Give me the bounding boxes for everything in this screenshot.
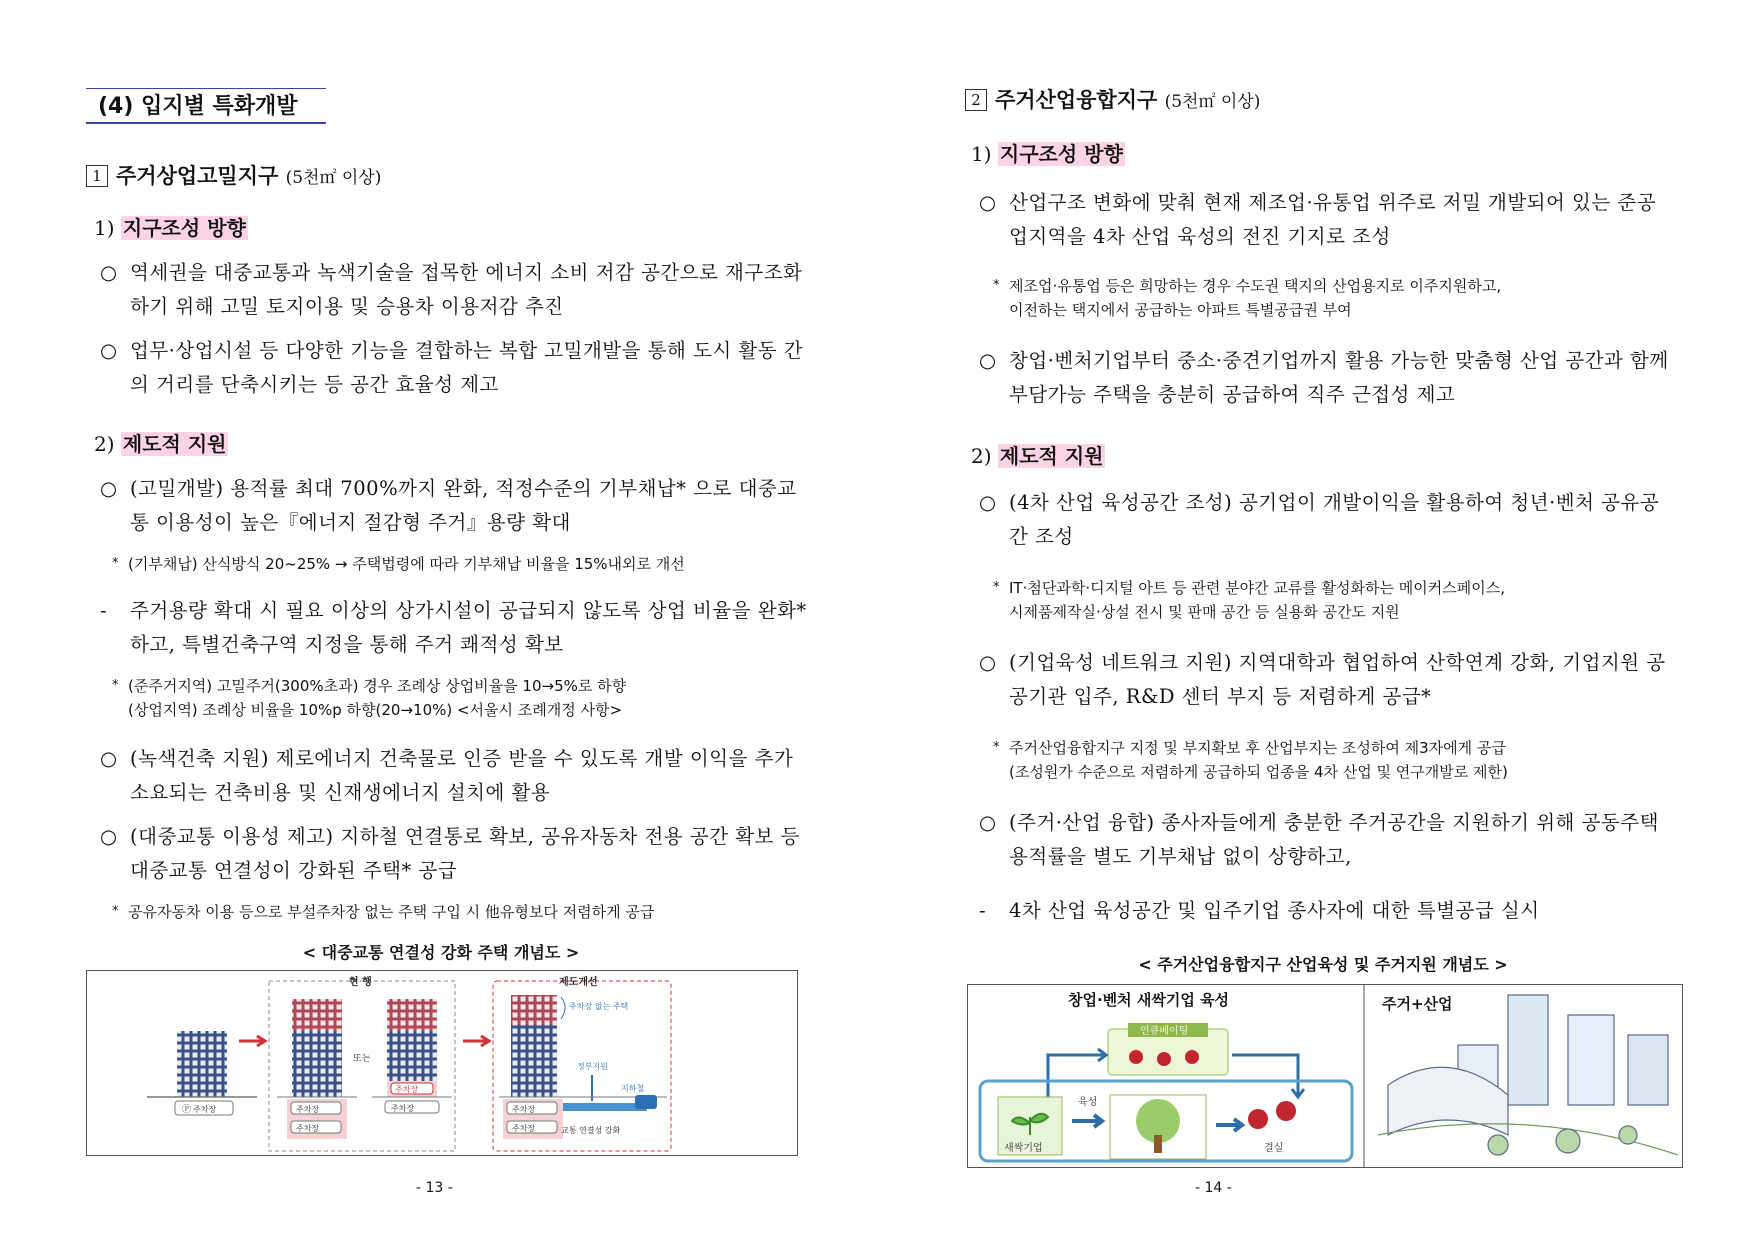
svg-text:Ⓟ: Ⓟ bbox=[182, 1105, 192, 1115]
section-heading-1 bbox=[86, 160, 381, 190]
paragraph-1: ○ 산업구조 변화에 맞춰 현재 제조업·유통업 위주로 저밀 개발되어 있는 준공업지역을 4차 산업 육성의 전진 기지로 조성 bbox=[979, 191, 1657, 248]
note-3: * 공유자동차 이용 등으로 부설주차장 없는 주택 구입 시 他유형보다 저렴하게 공급 bbox=[112, 903, 655, 921]
section-heading-2 bbox=[965, 84, 1260, 114]
section-size: (5천㎡ 이상) bbox=[285, 168, 382, 188]
subheading-text: 지구조성 방향 bbox=[999, 142, 1123, 166]
or-label: 또는 bbox=[353, 1054, 371, 1064]
paragraph-1: ○ 역세권을 대중교통과 녹색기술을 접목한 에너지 소비 저감 공간으로 재구조화하기 위해 고밀 토지이용 및 승용차 이용저감 추진 bbox=[100, 261, 803, 318]
subheading-text: 지구조성 방향 bbox=[122, 216, 246, 240]
subheading-support bbox=[94, 428, 228, 457]
section-number: 1 bbox=[86, 165, 108, 187]
building-icon bbox=[511, 995, 557, 1025]
gov-support-label: 정부지원 bbox=[577, 1062, 608, 1071]
building-icon bbox=[292, 1031, 342, 1097]
svg-text:주차장: 주차장 bbox=[296, 1124, 320, 1133]
subheading-number: 1) bbox=[94, 216, 115, 240]
paragraph-2: ○ 업무·상업시설 등 다양한 기능을 결합하는 복합 고밀개발을 통해 도시 활동 간의 거리를 단축시키는 등 공간 효율성 제고 bbox=[100, 339, 804, 396]
building-icon bbox=[511, 1025, 557, 1097]
paragraph-4: - 주거용량 확대 시 필요 이상의 상가시설이 공급되지 않도록 상업 비율을 완화*하고, 특별건축구역 지정을 통해 주거 쾌적성 확보 bbox=[100, 599, 807, 656]
current-label: 현 행 bbox=[349, 977, 372, 988]
svg-text:주차장: 주차장 bbox=[296, 1105, 320, 1114]
building-icon bbox=[387, 1031, 437, 1081]
paragraph-6: - 4차 산업 육성공간 및 입주기업 종사자에 대한 특별공급 실시 bbox=[979, 899, 1540, 922]
subway-label: 지하철 bbox=[621, 1084, 645, 1093]
building-icon bbox=[387, 999, 437, 1031]
page-number: - 13 - bbox=[416, 1180, 453, 1196]
subheading-number: 2) bbox=[94, 432, 115, 456]
fruit-label: 결실 bbox=[1264, 1143, 1284, 1154]
note-2: * IT·첨단과학·디지털 아트 등 관련 분야간 교류를 활성화하는 메이커스페이스, 시제품제작실·상설 전시 및 판매 공간 등 실용화 공간도 지원 bbox=[993, 579, 1505, 621]
building-icon bbox=[177, 1031, 227, 1097]
growth-label: 육성 bbox=[1078, 1097, 1098, 1108]
paragraph-3: ○ (고밀개발) 용적률 최대 700%까지 완화, 적정수준의 기부채납* 으로 대중교통 이용성이 높은『에너지 절감형 주거』용량 확대 bbox=[100, 477, 797, 534]
parking-label: 주차장 bbox=[193, 1105, 217, 1114]
subheading-number: 2) bbox=[971, 444, 992, 468]
section-number: 2 bbox=[965, 89, 987, 111]
page-right bbox=[877, 0, 1754, 1240]
incubating-label: 인큐베이팅 bbox=[1140, 1026, 1189, 1037]
figure-industry-housing bbox=[967, 984, 1683, 1168]
figure-diagram bbox=[968, 985, 1682, 1167]
svg-text:주차장: 주차장 bbox=[395, 1085, 419, 1094]
section-title: (4) 입지별 특화개발 bbox=[86, 88, 326, 124]
figure-title: < 주거산업융합지구 산업육성 및 주거지원 개념도 > bbox=[1138, 955, 1508, 974]
transit-link-label: 교통 연결성 강화 bbox=[561, 1126, 621, 1135]
section-heading-text: 주거상업고밀지구 bbox=[116, 163, 279, 188]
section-size: (5천㎡ 이상) bbox=[1164, 92, 1261, 112]
subheading-number: 1) bbox=[971, 142, 992, 166]
svg-text:주차장: 주차장 bbox=[512, 1124, 536, 1133]
subheading-direction bbox=[971, 138, 1125, 167]
city-sketch bbox=[1378, 995, 1678, 1155]
arrow-icon bbox=[1216, 1119, 1242, 1131]
note-3: * 주거산업융합지구 지정 및 부지확보 후 산업부지는 조성하여 제3자에게 공급 (조성원가 수준으로 저렴하게 공급하되 업종을 4차 산업 및 연구개발로 제한) bbox=[993, 739, 1508, 781]
paragraph-5: ○ (주거·산업 융합) 종사자들에게 충분한 주거공간을 지원하기 위해 공동주택 용적률을 별도 기부채납 없이 상향하고, bbox=[979, 811, 1659, 868]
no-parking-house-label: 주차장 없는 주택 bbox=[569, 1002, 629, 1011]
note-1: * (기부채납) 산식방식 20~25% → 주택법령에 따라 기부채납 비율을 15%내외로 개선 bbox=[112, 555, 685, 573]
left-figure-title: 창업·벤처 새싹기업 육성 bbox=[1068, 991, 1230, 1009]
subheading-text: 제도적 지원 bbox=[999, 444, 1104, 468]
sprout-label: 새싹기업 bbox=[1004, 1143, 1043, 1154]
note-2: * (준주거지역) 고밀주거(300%초과) 경우 조례상 상업비율을 10→5%로 하향 (상업지역) 조례상 비율을 10%p 하향(20→10%) <서울시 조례개정 사항> bbox=[112, 677, 627, 719]
paragraph-5: ○ (녹색건축 지원) 제로에너지 건축물로 인증 받을 수 있도록 개발 이익을 추가 소요되는 건축비용 및 신재생에너지 설치에 활용 bbox=[100, 747, 794, 804]
right-figure-title: 주거+산업 bbox=[1382, 995, 1453, 1013]
subheading-support bbox=[971, 440, 1105, 469]
paragraph-6: ○ (대중교통 이용성 제고) 지하철 연결통로 확보, 공유자동차 전용 공간 확보 등 대중교통 연결성이 강화된 주택* 공급 bbox=[100, 825, 801, 882]
page-number: - 14 - bbox=[1195, 1180, 1232, 1196]
arrow-icon bbox=[1072, 1115, 1102, 1127]
building-icon bbox=[292, 999, 342, 1031]
figure-diagram bbox=[87, 971, 797, 1155]
svg-text:주차장: 주차장 bbox=[512, 1105, 536, 1114]
subheading-text: 제도적 지원 bbox=[122, 432, 227, 456]
svg-text:주차장: 주차장 bbox=[391, 1104, 415, 1113]
figure-title: < 대중교통 연결성 강화 주택 개념도 > bbox=[302, 943, 580, 962]
figure-transit-housing bbox=[86, 970, 798, 1156]
note-1: * 제조업·유통업 등은 희망하는 경우 수도권 택지의 산업용지로 이주지원하고, 이전하는 택지에서 공급하는 아파트 특별공급권 부여 bbox=[993, 277, 1502, 319]
section-heading-text: 주거산업융합지구 bbox=[995, 87, 1158, 112]
paragraph-3: ○ (4차 산업 육성공간 조성) 공기업이 개발이익을 활용하여 청년·벤처 공유공간 조성 bbox=[979, 491, 1660, 548]
paragraph-4: ○ (기업육성 네트워크 지원) 지역대학과 협업하여 산학연계 강화, 기업지원 공공기관 입주, R&D 센터 부지 등 저렴하게 공급* bbox=[979, 651, 1666, 708]
subway-icon bbox=[635, 1095, 657, 1109]
arrow-icon bbox=[239, 1036, 265, 1046]
arrow-icon bbox=[463, 1036, 489, 1046]
improved-label: 제도개선 bbox=[559, 977, 598, 988]
paragraph-2: ○ 창업·벤처기업부터 중소·중견기업까지 활용 가능한 맞춤형 산업 공간과 함께 부담가능 주택을 충분히 공급하여 직주 근접성 제고 bbox=[979, 349, 1669, 406]
subheading-direction bbox=[94, 212, 248, 241]
